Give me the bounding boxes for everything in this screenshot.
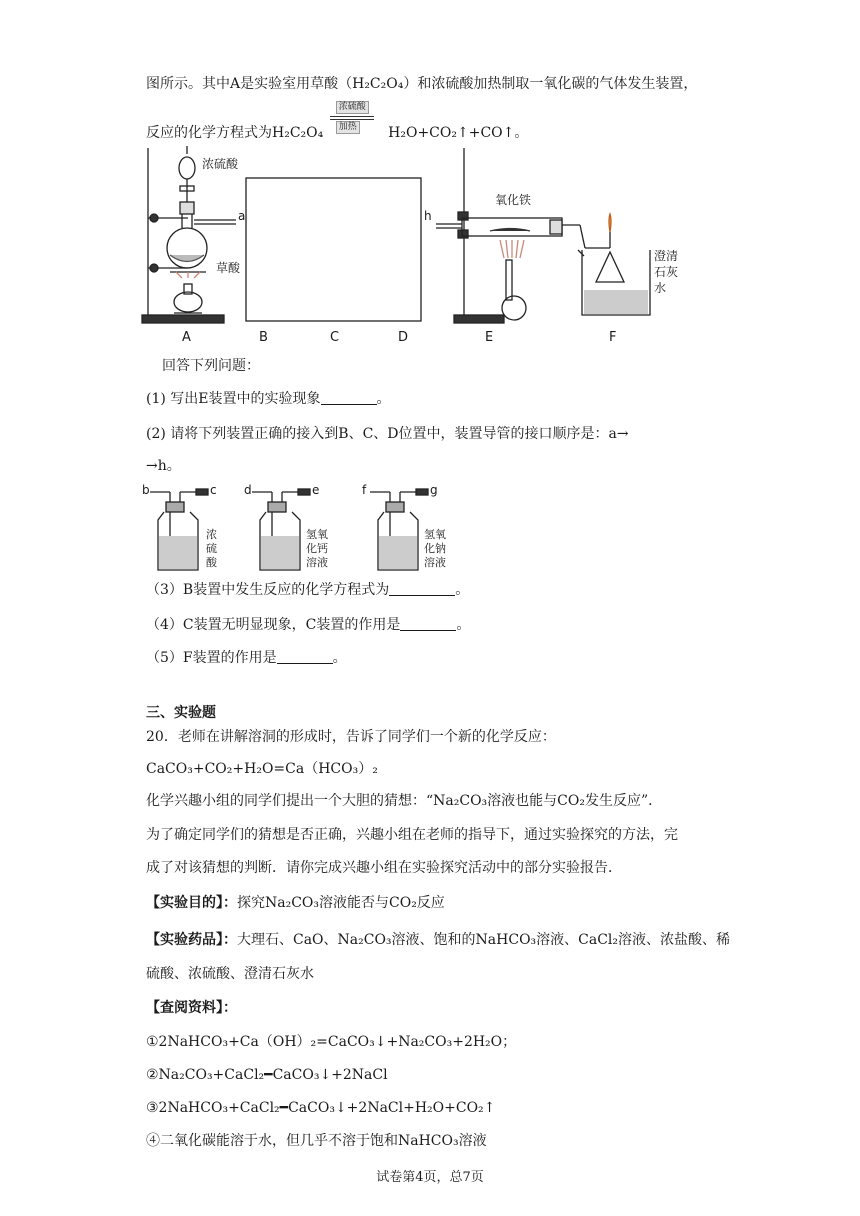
label-iron-oxide: 氧化铁: [495, 193, 532, 207]
port-d: d: [244, 483, 252, 497]
q20-line-1: 20．老师在讲解溶洞的形成时，告诉了同学们一个新的化学反应：: [146, 729, 556, 745]
blank-3: [389, 581, 455, 596]
bottle-2-label-2: 化钙: [306, 542, 328, 555]
question-1: (1) 写出E装置中的实验现象 。: [146, 391, 391, 407]
bottle-2-label-1: 氢氧: [306, 528, 328, 541]
port-e: e: [312, 483, 320, 497]
label-limewater-2: 石灰: [654, 265, 679, 279]
q20-ref-1: ①2NaHCO₃+Ca（OH）₂=CaCO₃↓+Na₂CO₃+2H₂O；: [146, 1034, 517, 1050]
label-port-a: a: [238, 209, 246, 223]
question-2: (2) 请将下列装置正确的接入到B、C、D位置中，装置导管的接口顺序是：a→: [146, 426, 629, 442]
q20-ref-label: 【查阅资料】：: [146, 1000, 237, 1016]
bottle-1-label-1: 浓: [206, 528, 217, 541]
bottle-2-label-3: 溶液: [306, 556, 328, 569]
pos-e: E: [485, 330, 494, 345]
condition-bar-2: [330, 119, 374, 120]
q20-para-1: 为了确定同学们的猜想是否正确，兴趣小组在老师的指导下，通过实验探究的方法，完: [146, 827, 678, 843]
question-2-cont: →h。: [146, 458, 181, 474]
port-f: f: [362, 483, 367, 497]
condition-bar-1: [330, 116, 374, 117]
page-footer: 试卷第4页，总7页: [376, 1170, 484, 1185]
bottle-3-label-3: 溶液: [424, 556, 446, 569]
label-conc-acid: 浓硫酸: [202, 157, 239, 171]
condition-top: 浓硫酸: [336, 101, 369, 114]
bottle-1: [150, 489, 208, 570]
equation-products: H₂O+CO₂↑+CO↑。: [388, 125, 529, 141]
condition-bottom: 加热: [336, 121, 360, 134]
q20-ref-4: ④二氧化碳能溶于水，但几乎不溶于饱和NaHCO₃溶液: [146, 1133, 487, 1149]
blank-5: [277, 649, 333, 664]
port-c: c: [210, 483, 217, 497]
apparatus-figure: [140, 140, 680, 350]
bottle-2: [252, 489, 310, 570]
apparatus-a: [142, 146, 236, 323]
label-port-h: h: [424, 209, 432, 223]
pos-a: A: [182, 330, 191, 345]
question-3: （3）B装置中发生反应的化学方程式为 。: [146, 582, 470, 598]
label-limewater-1: 澄清: [654, 249, 679, 263]
blank-4: [400, 616, 456, 631]
pos-b: B: [259, 330, 268, 345]
label-oxalic-acid: 草酸: [216, 261, 241, 275]
answer-intro: 回答下列问题：: [162, 358, 260, 374]
bottle-3-label-1: 氢氧: [424, 528, 446, 541]
intro-line-1: 图所示。其中A是实验室用草酸（H₂C₂O₄）和浓硫酸加热制取一氧化碳的气体发生装置，: [146, 76, 698, 92]
q20-ref-2: ②Na₂CO₃+CaCl₂━CaCO₃↓+2NaCl: [146, 1067, 388, 1083]
q20-drugs: 【实验药品】：大理石、CaO、Na₂CO₃溶液、饱和的NaHCO₃溶液、CaCl₂溶液、浓盐酸、稀: [146, 932, 731, 948]
pos-c: C: [330, 330, 340, 345]
equation-reactant: 反应的化学方程式为H₂C₂O₄: [146, 125, 324, 141]
bottle-1-label-3: 酸: [206, 556, 217, 569]
bottle-3-label-2: 化钠: [424, 542, 446, 555]
q20-guess: 化学兴趣小组的同学们提出一个大胆的猜想：“Na₂CO₃溶液也能与CO₂发生反应”．: [146, 793, 663, 809]
question-5: （5）F装置的作用是 。: [146, 650, 347, 666]
q20-purpose: 【实验目的】：探究Na₂CO₃溶液能否与CO₂反应: [146, 895, 445, 911]
port-g: g: [430, 483, 438, 497]
q20-para-2: 成了对该猜想的判断．请你完成兴趣小组在实验探究活动中的部分实验报告．: [146, 860, 622, 876]
port-b: b: [142, 483, 150, 497]
question-4: （4）C装置无明显现象，C装置的作用是 。: [146, 617, 471, 633]
blank-1: [321, 390, 377, 405]
bottle-3: [370, 489, 428, 570]
q20-equation: CaCO₃+CO₂+H₂O=Ca（HCO₃）₂: [146, 761, 378, 777]
pos-f: F: [609, 330, 617, 345]
pos-d: D: [398, 330, 409, 345]
label-limewater-3: 水: [654, 281, 667, 295]
bottle-1-label-2: 硫: [206, 542, 217, 555]
apparatus-f: [578, 214, 650, 315]
q20-ref-3: ③2NaHCO₃+CaCl₂━CaCO₃↓+2NaCl+H₂O+CO₂↑: [146, 1100, 496, 1116]
section-3-title: 三、实验题: [146, 705, 216, 721]
gas-bottles-figure: [140, 478, 470, 578]
empty-box-bcd: [246, 178, 421, 321]
apparatus-e: [436, 148, 610, 323]
q20-drugs-cont: 硫酸、浓硫酸、澄清石灰水: [146, 966, 314, 982]
